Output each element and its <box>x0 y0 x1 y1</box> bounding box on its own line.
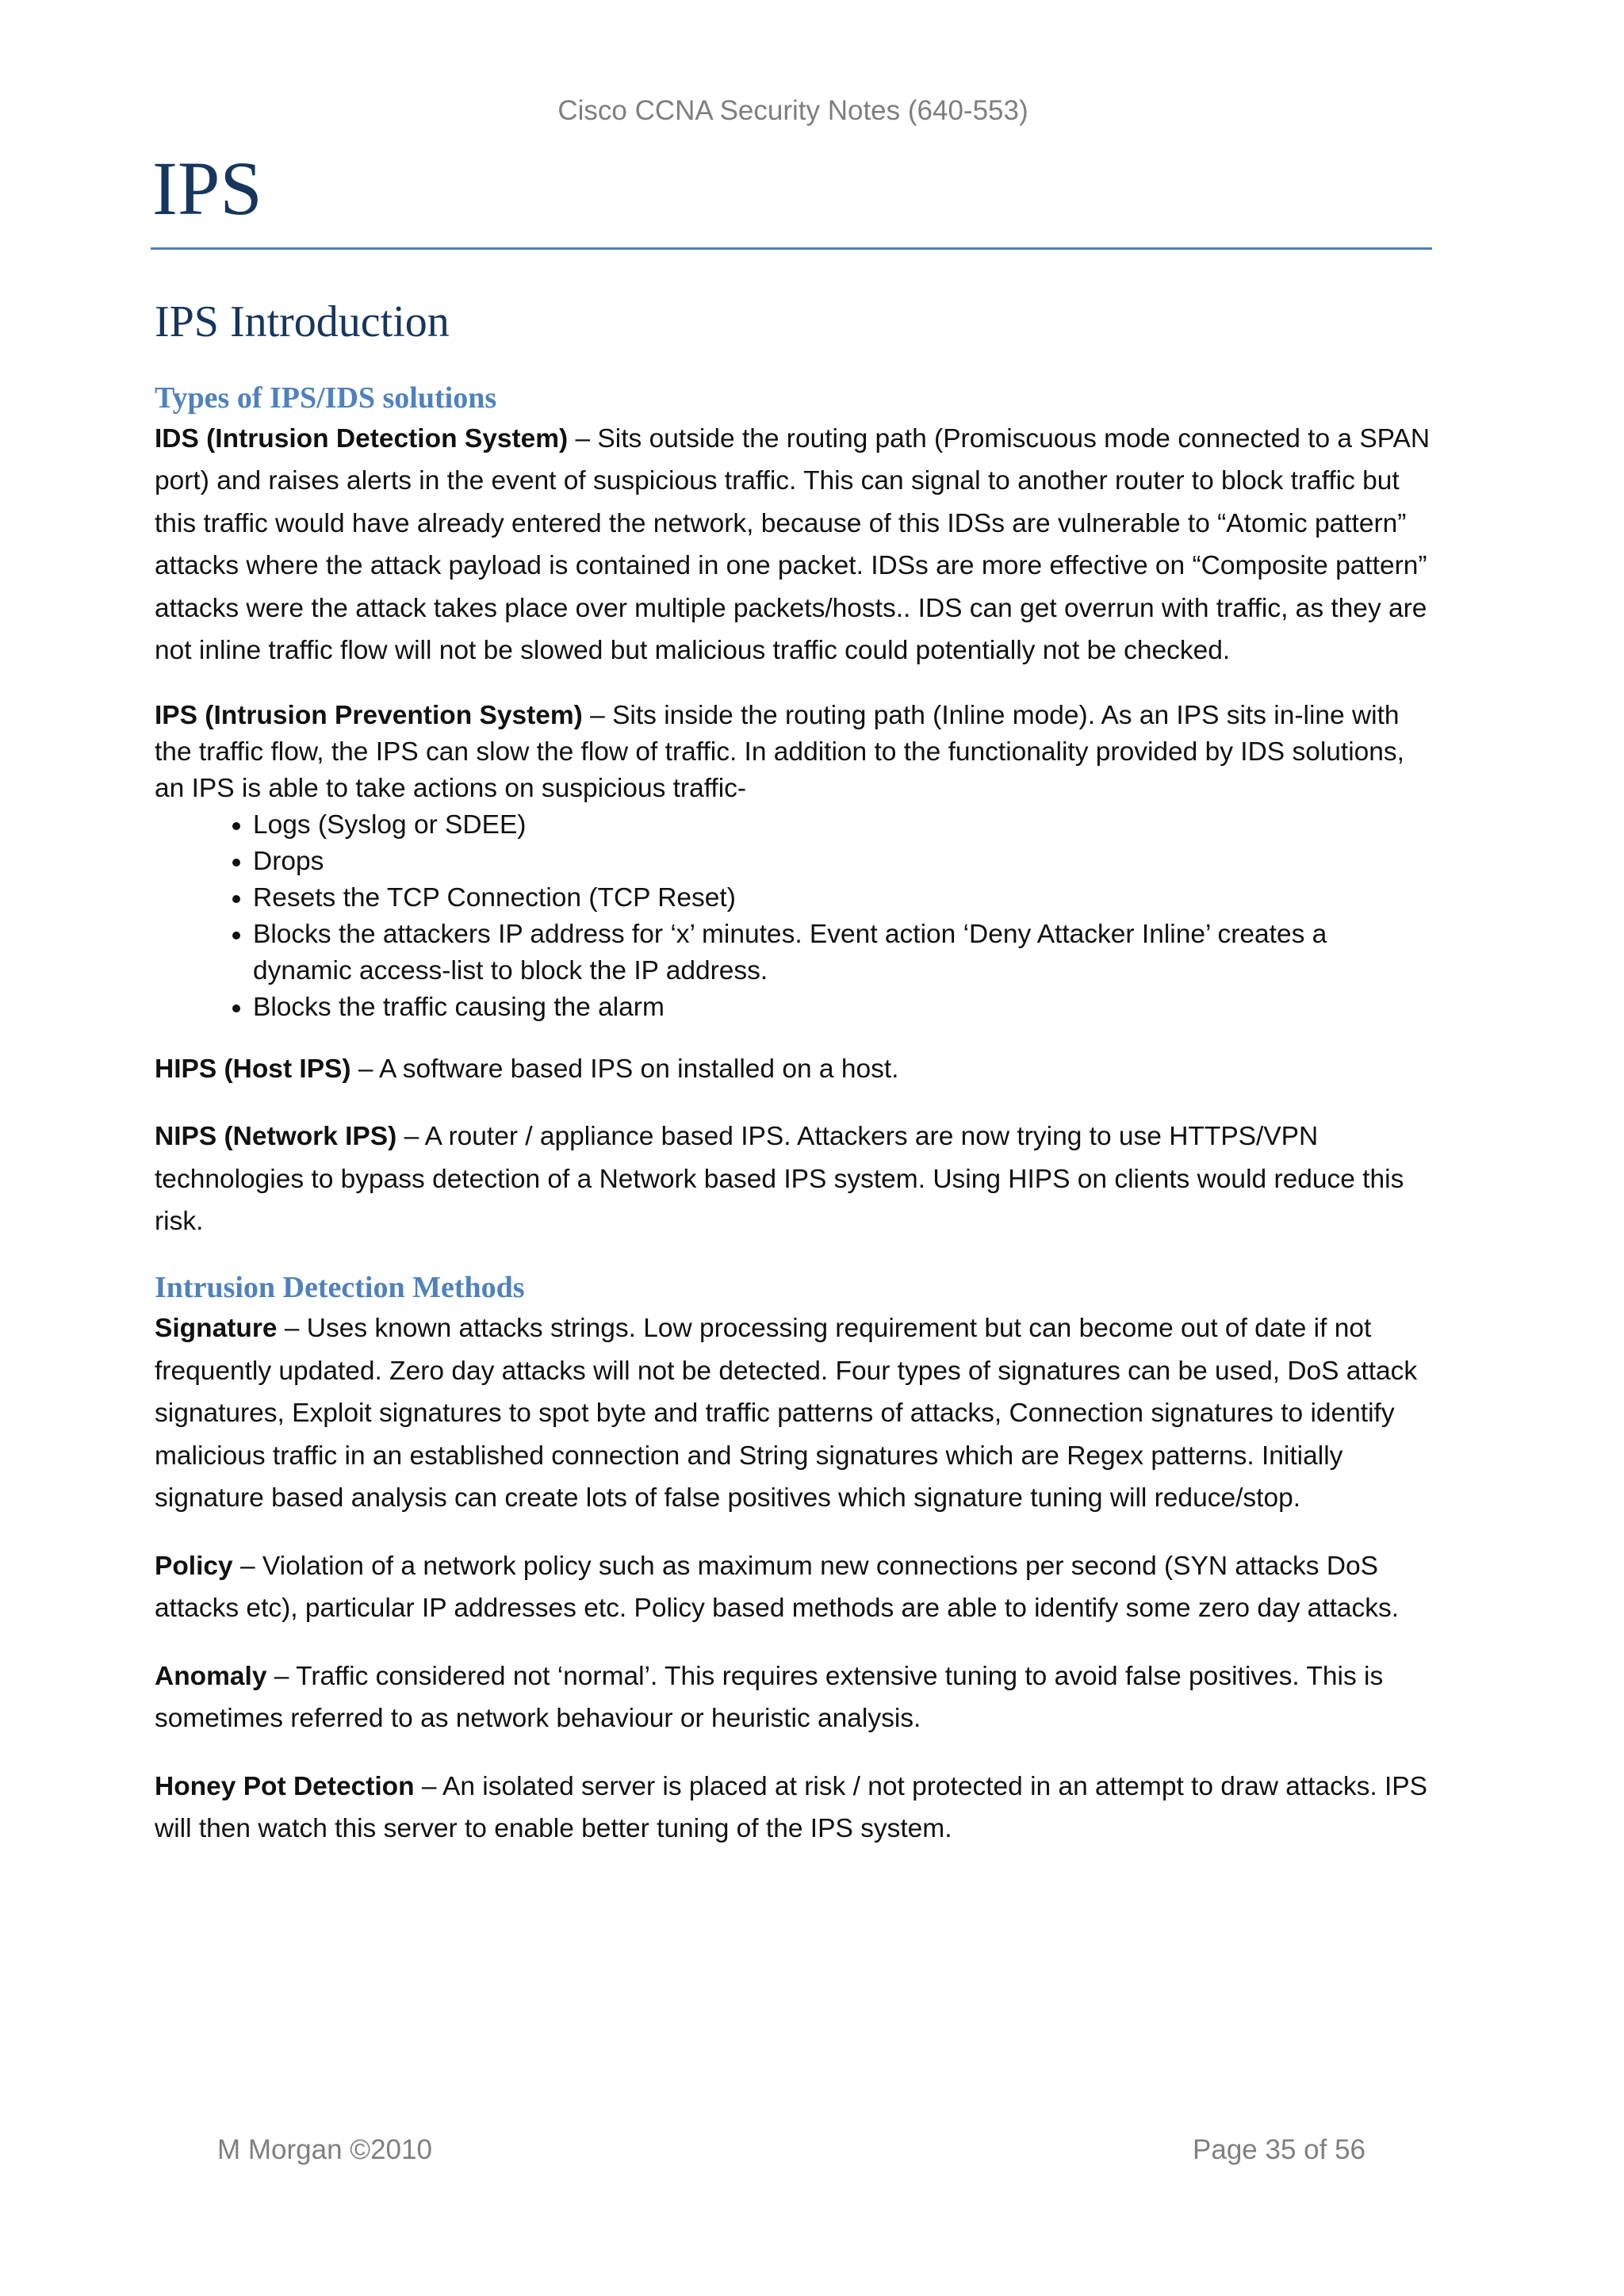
anomaly-paragraph <box>155 1655 1431 1740</box>
footer-page-number: Page 35 of 56 <box>1193 2134 1365 2165</box>
honeypot-term: Honey Pot Detection <box>155 1771 415 1801</box>
nips-text: – A router / appliance based IPS. Attackers are now trying to use HTTPS/VPN technologies to bypass detection of a Network based IPS system. Using HIPS on clients would reduce this risk. <box>155 1122 1404 1237</box>
anomaly-term: Anomaly <box>155 1661 267 1691</box>
hips-paragraph <box>155 1048 1431 1091</box>
signature-term: Signature <box>155 1314 278 1344</box>
section-heading: IPS Introduction <box>155 297 450 346</box>
policy-text: – Violation of a network policy such as maximum new connections per second (SYN attacks DoS attacks etc), particular IP addresses etc. Policy based methods are able to identify some zero day attacks. <box>155 1551 1400 1624</box>
ips-text: – Sits inside the routing path (Inline mode). As an IPS sits in-line with the traffic flow, the IPS can slow the flow of traffic. In addition to the functionality provided by IDS solutions, an IPS is able to take actions on suspicious traffic- <box>155 700 1404 803</box>
footer-author: M Morgan ©2010 <box>217 2134 432 2165</box>
running-header: Cisco CCNA Security Notes (640-553) <box>557 95 1028 126</box>
list-item: • Blocks the attackers IP address for ‘x’ minutes. Event action ‘Deny Attacker Inline’ creates a dynamic access-list to block the IP address. <box>253 916 1431 989</box>
anomaly-text: – Traffic considered not ‘normal’. This requires extensive tuning to avoid false positives. This is sometimes referred to as network behaviour or heuristic analysis. <box>155 1661 1384 1734</box>
policy-term: Policy <box>155 1551 233 1581</box>
ips-actions-list <box>155 807 1431 1026</box>
ids-paragraph <box>155 418 1431 672</box>
nips-term: NIPS (Network IPS) <box>155 1122 397 1152</box>
chapter-title: IPS <box>152 146 262 231</box>
types-heading: Types of IPS/IDS solutions <box>155 381 497 415</box>
honeypot-paragraph <box>155 1766 1431 1850</box>
ids-term: IDS (Intrusion Detection System) <box>155 423 569 453</box>
ids-text: – Sits outside the routing path (Promiscuous mode connected to a SPAN port) and raises alerts in the event of suspicious traffic. This can signal to another router to block traffic but this traffic would have already entered the network, because of this IDSs are vulnerable to “Atomic pattern” attacks where the attack payload is contained in one packet. IDSs are more effective on “Composite pattern” attacks were the attack takes place over multiple packets/hosts.. IDS can get overrun with traffic, as they are not inline traffic flow will not be slowed but malicious traffic could potentially not be checked. <box>155 423 1431 666</box>
hips-text: – A software based IPS on installed on a host. <box>350 1054 899 1084</box>
nips-paragraph <box>155 1115 1431 1243</box>
page-content <box>155 298 1431 1876</box>
policy-paragraph <box>155 1545 1431 1630</box>
hips-term: HIPS (Host IPS) <box>155 1054 351 1084</box>
title-divider <box>151 247 1432 250</box>
list-item: • Logs (Syslog or SDEE) <box>253 807 1431 844</box>
ips-paragraph <box>155 698 1431 807</box>
methods-heading: Intrusion Detection Methods <box>155 1270 525 1304</box>
honeypot-text: – An isolated server is placed at risk / not protected in an attempt to draw attacks. IPS will then watch this server to enable better tuning of the IPS system. <box>155 1771 1427 1844</box>
list-item: • Resets the TCP Connection (TCP Reset) <box>253 880 1431 916</box>
signature-text: – Uses known attacks strings. Low processing requirement but can become out of date if not frequently updated. Zero day attacks will not be detected. Four types of signatures can be used, DoS attack signatures, Exploit signatures to spot byte and traffic patterns of attacks, Connection signatures to identify malicious traffic in an established connection and String signatures which are Regex patterns. Initially signature based analysis can create lots of false positives which signature tuning will reduce/stop. <box>155 1314 1418 1513</box>
list-item: • Blocks the traffic causing the alarm <box>253 989 1431 1026</box>
ips-term: IPS (Intrusion Prevention System) <box>155 700 583 730</box>
signature-paragraph <box>155 1307 1431 1520</box>
list-item: • Drops <box>253 844 1431 880</box>
